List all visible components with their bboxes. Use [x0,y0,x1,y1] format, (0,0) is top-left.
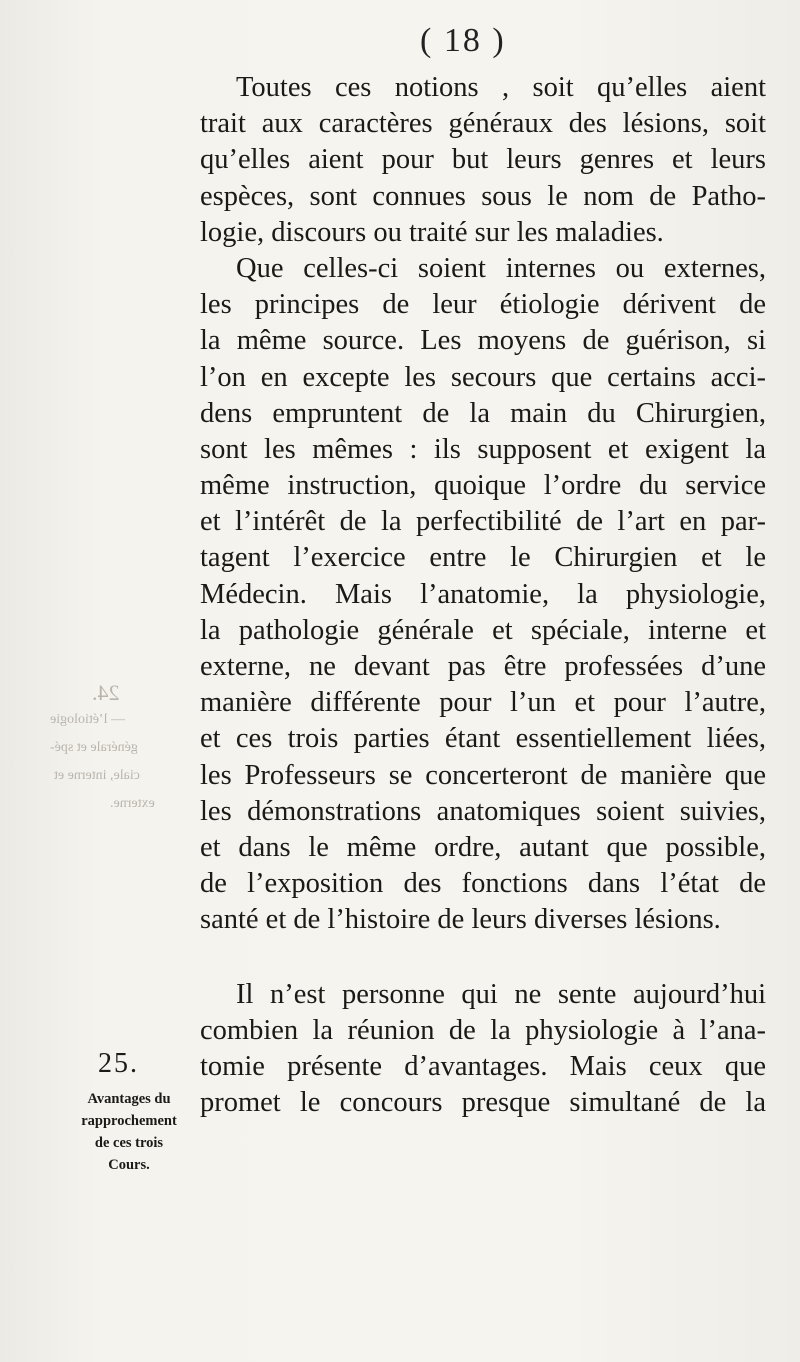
text-line: et ces trois parties étant essentiellement liées, [200,723,766,755]
text-line: externe, ne devant pas être professées d’une [200,651,766,682]
main-text [200,70,766,1121]
text-line: tagent l’exercice entre le Chirurgien et le [200,542,766,574]
text-line: la pathologie générale et spéciale, interne et [200,614,766,646]
text-line: et l’intérêt de la perfectibilité de l’art en par- [200,506,766,538]
text-line: Que celles-ci soient internes ou externes, [236,252,766,284]
text-line: tomie présente d’avantages. Mais ceux que [200,1050,766,1082]
text-line: manière différente pour l’un et pour l’autre, [200,687,766,719]
page-number: ( 18 ) [420,22,506,59]
margin-note-line: de ces trois [94,1135,164,1151]
paragraph-2 [200,251,766,939]
text-line: l’on en excepte les secours que certains acci- [200,361,766,393]
margin-note [66,1088,192,1176]
bleed-through-line: externe. [110,796,155,811]
margin-note-line: rapprochement [81,1113,177,1129]
text-line: et dans le même ordre, autant que possible, [200,831,766,863]
bleed-through-line: générale et spé- [50,740,138,755]
text-line: santé et de l’histoire de leurs diverses lésions. [200,904,721,936]
paragraph-3 [200,977,766,1122]
text-line: la même source. Les moyens de guérison, si [200,325,766,357]
text-line: les Professeurs se concerteront de manière que [200,759,766,791]
text-line: promet le concours presque simultané de la [200,1087,766,1119]
text-line: les démonstrations anatomiques soient suivies, [200,795,766,827]
text-line: Toutes ces notions , soit qu’elles aient [236,72,766,103]
text-line: même instruction, quoique l’ordre du service [200,470,766,502]
text-line: qu’elles aient pour but leurs genres et leurs [200,144,766,176]
bleed-through-line: — l’étiologie [50,712,126,727]
text-line: de l’exposition des fonctions dans l’état de [200,868,766,900]
bleed-through-section: 24. [92,680,120,705]
text-line: combien la réunion de la physiologie à l’ana- [200,1014,766,1046]
text-line: les principes de leur étiologie dérivent de [200,289,766,321]
bleed-through-line: ciale, interne et [54,768,140,783]
text-line: espèces, sont connues sous le nom de Patho- [200,180,766,212]
paragraph-gap [200,939,766,977]
text-line: dens empruntent de la main du Chirurgien, [200,397,766,429]
text-line: trait aux caractères généraux des lésions, soit [200,108,766,140]
section-number: 25. [98,1048,139,1079]
margin-note-line: Cours. [108,1157,150,1173]
text-line: sont les mêmes : ils supposent et exigent la [200,433,766,465]
text-line: Il n’est personne qui ne sente aujourd’hui [236,978,766,1010]
text-line: logie, discours ou traité sur les maladies. [200,216,664,248]
margin-note-line: Avantages du [87,1091,171,1107]
text-line: Médecin. Mais l’anatomie, la physiologie, [200,578,766,610]
paragraph-1 [200,70,766,251]
